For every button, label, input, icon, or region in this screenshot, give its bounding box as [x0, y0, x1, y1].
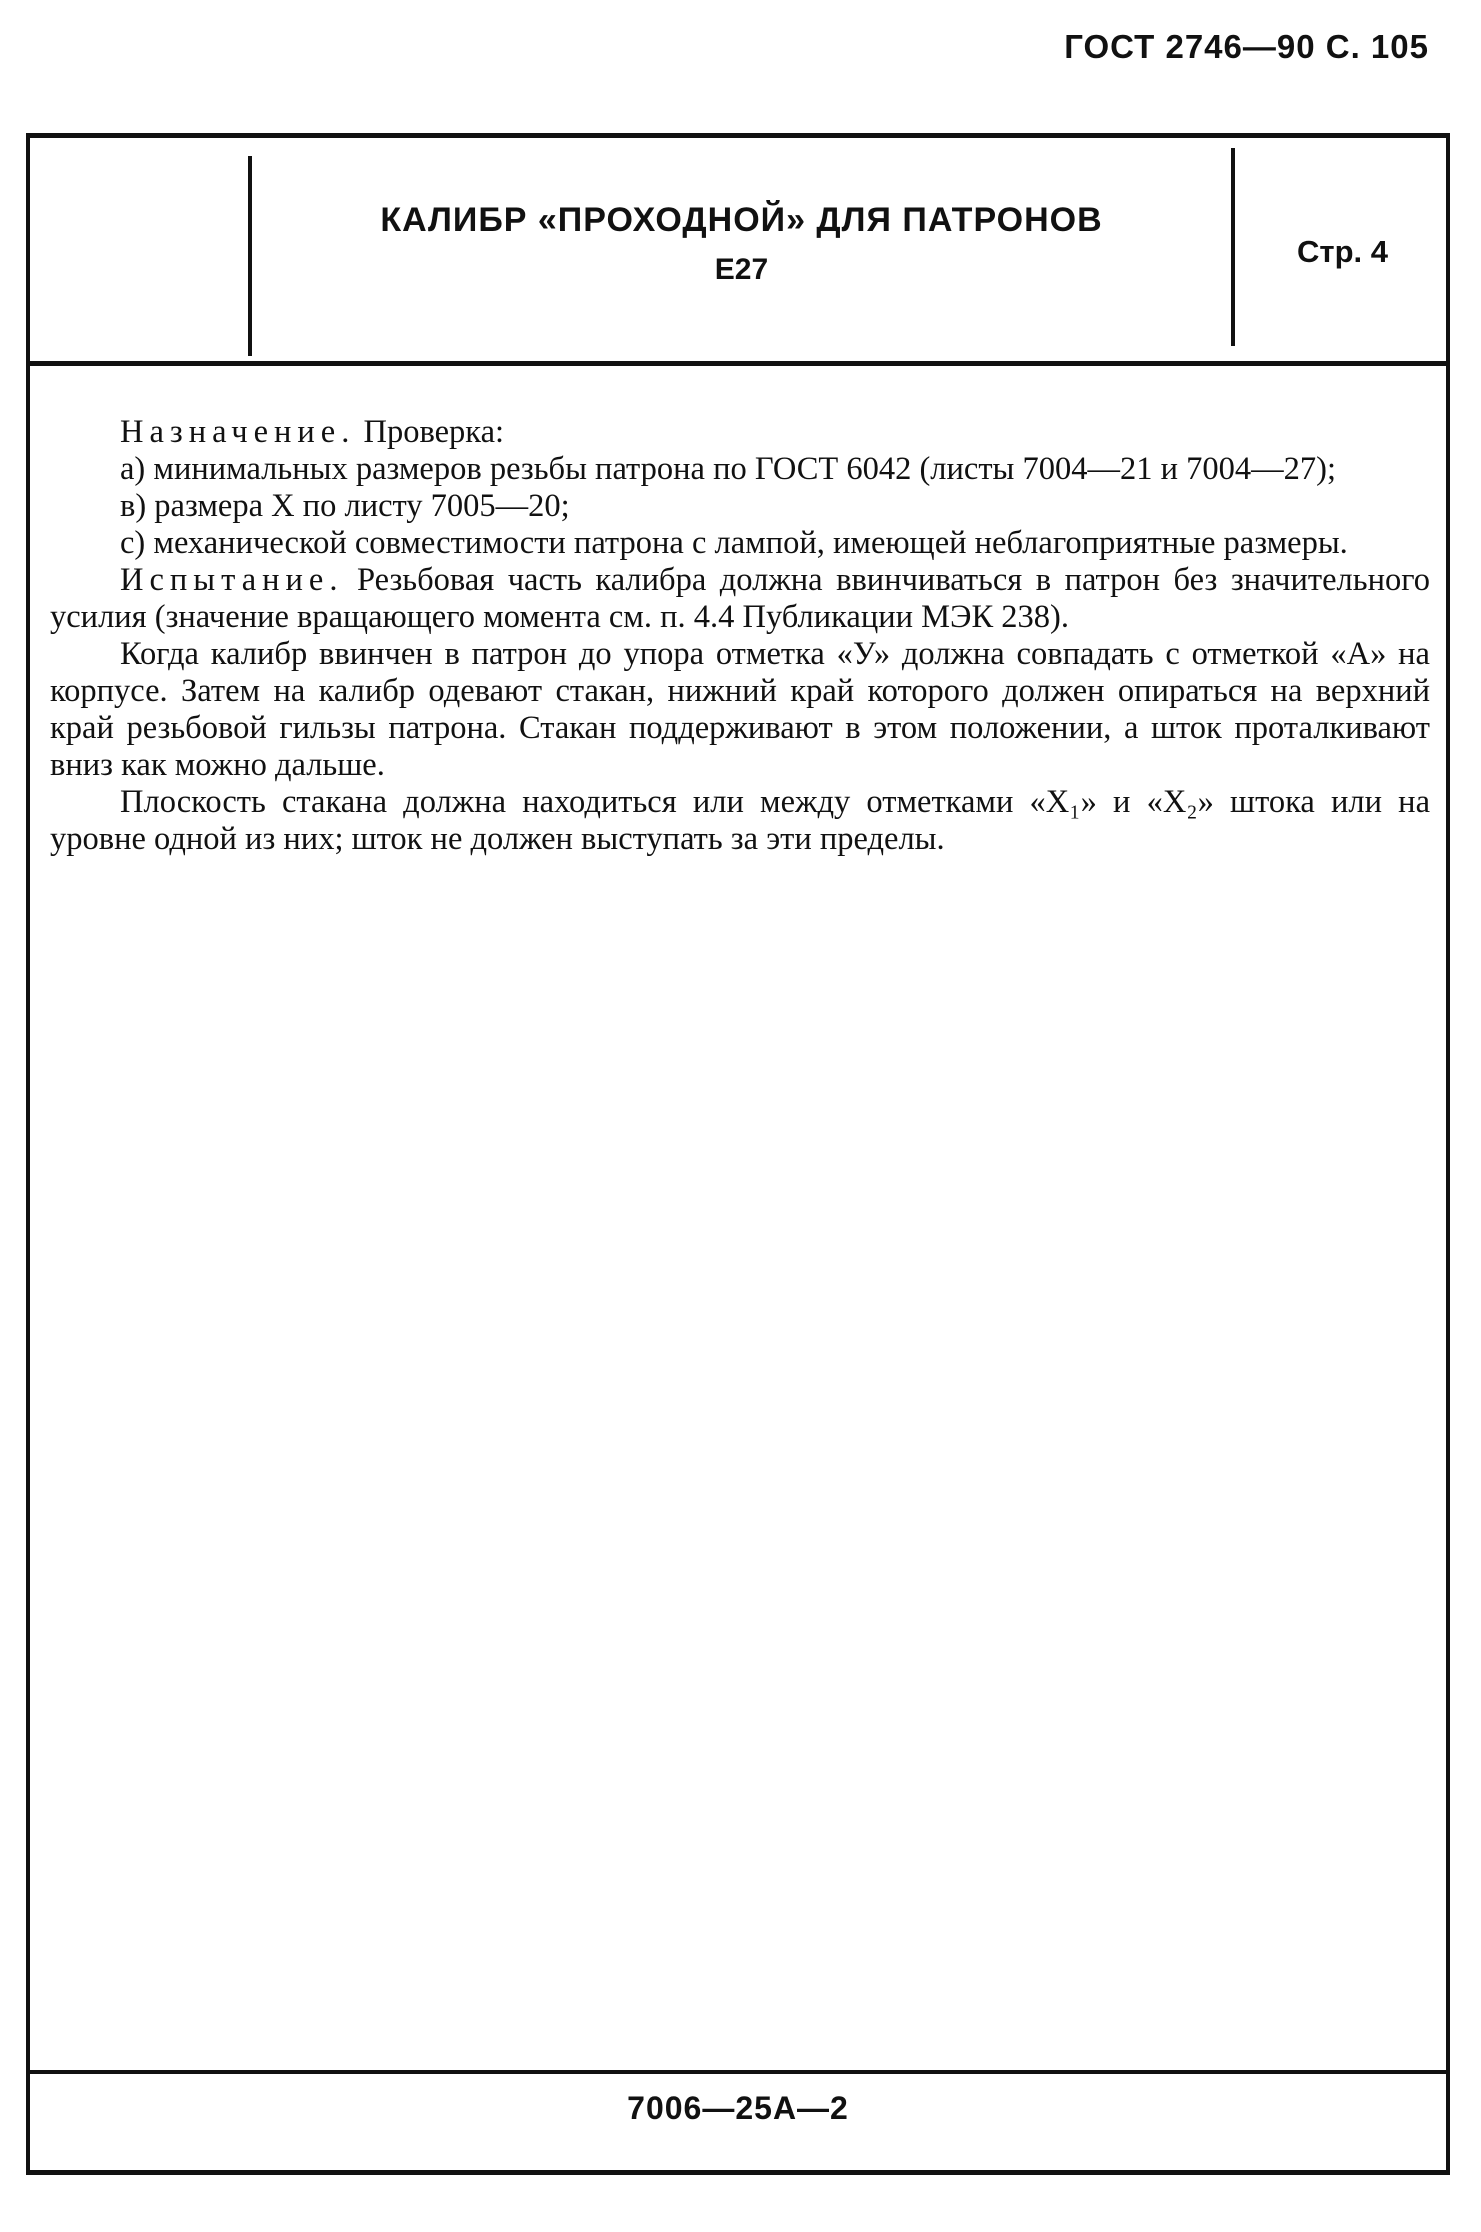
- paragraph-test: [50, 562, 1430, 636]
- test-rest: Резьбовая часть калибра должна ввинчиваться в патрон без значительного усилия (значение вращающего момента см. п. 4.4 Публикации МЭК 238).: [50, 562, 1430, 635]
- title-block: [252, 198, 1231, 292]
- purpose-lead: Назначение.: [120, 414, 356, 450]
- purpose-rest: Проверка:: [355, 414, 505, 450]
- test-lead: Испытание.: [120, 562, 344, 598]
- paragraph-requirement: Плоскость стакана должна находиться или между отметками «X₁» и «X₂» штока или на уровне одной из них; шток не должен выступать за эти пределы.: [50, 784, 1430, 857]
- paragraph-procedure: Когда калибр ввинчен в патрон до упора отметка «У» должна совпадать с отметкой «А» на корпусе. Затем на калибр одевают стакан, нижний край которого должен опираться на верхний край резьбовой гильзы патрона. Стакан поддерживают в этом положении, а шток проталкивают вниз как можно дальше.: [50, 636, 1430, 783]
- paragraph-item-a: а) минимальных размеров резьбы патрона по ГОСТ 6042 (листы 7004—21 и 7004—27);: [120, 451, 1336, 487]
- running-head: ГОСТ 2746—90 С. 105: [1064, 28, 1429, 65]
- page-subtitle: E27: [714, 253, 769, 286]
- paragraph-purpose: [50, 414, 1430, 451]
- body-text: [50, 414, 1430, 858]
- page-reference: Стр. 4: [1297, 234, 1388, 269]
- sheet-code: 7006—25А—2: [627, 2090, 849, 2126]
- footer-separator: [30, 2070, 1446, 2074]
- paragraph-item-b: в) размера X по листу 7005—20;: [120, 488, 570, 524]
- header-row: [30, 138, 1446, 366]
- paragraph-item-c: с) механической совместимости патрона с лампой, имеющей неблагоприятные размеры.: [120, 525, 1348, 561]
- page-frame: [26, 133, 1450, 2175]
- page-title: КАЛИБР «ПРОХОДНОЙ» ДЛЯ ПАТРОНОВ: [380, 201, 1103, 239]
